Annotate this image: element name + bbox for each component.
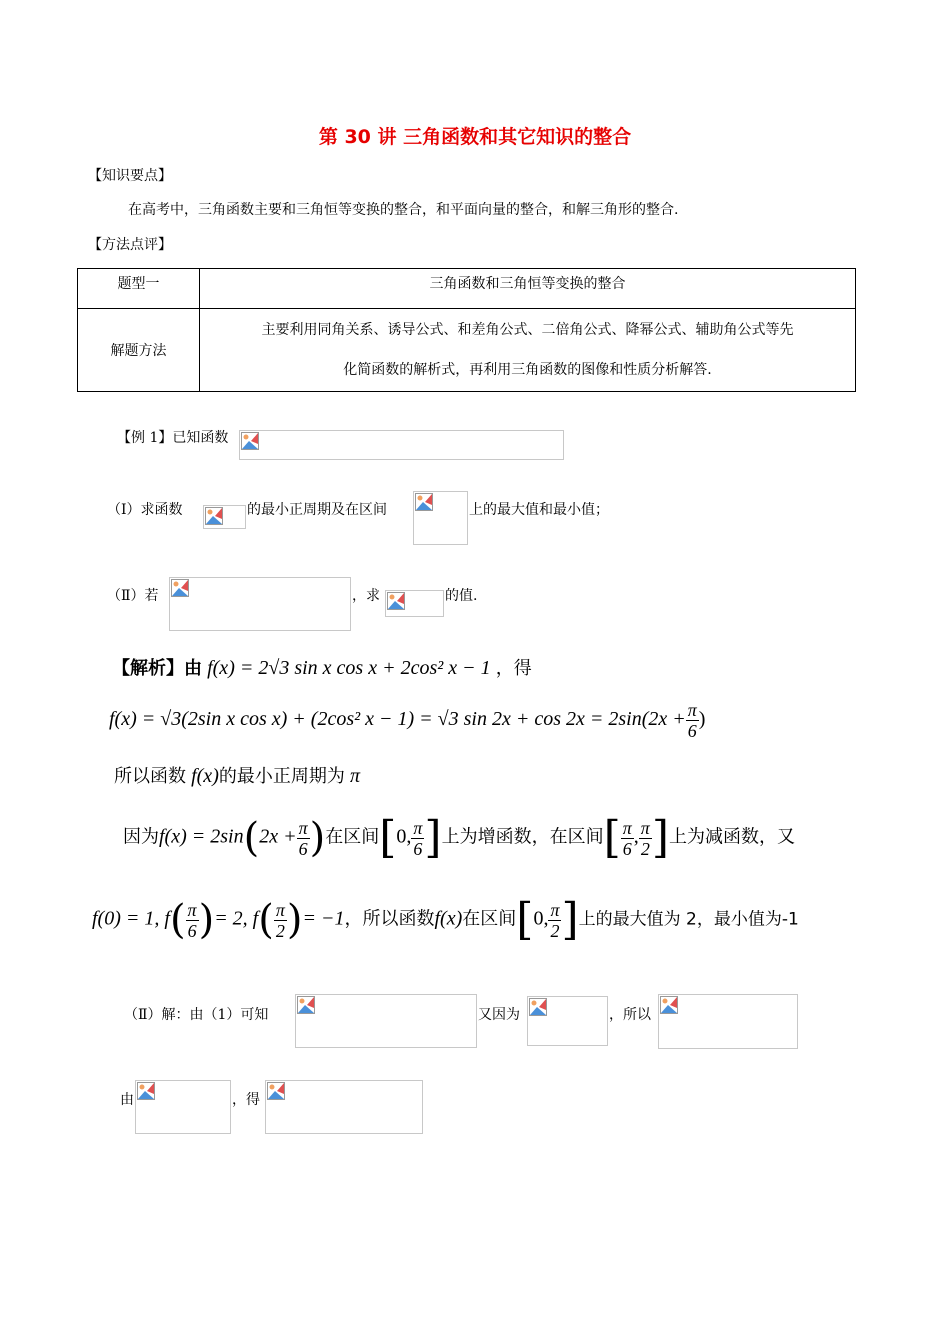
- formula-image: [239, 430, 564, 460]
- broken-image-icon: [660, 996, 678, 1014]
- pi-over-6: $\frac{\pi}{6}$: [413, 817, 423, 859]
- solution-label: 【解析】由: [112, 658, 202, 679]
- broken-image-icon: [267, 1082, 285, 1100]
- pi-over-2: $\frac{\pi}{2}$: [550, 899, 560, 941]
- pi-over-6: $\frac{\pi}{6}$: [622, 817, 632, 859]
- part1-prefix: （Ⅰ）求函数: [107, 502, 183, 518]
- pi-over-6: $\frac{\pi}{6}$: [298, 817, 308, 859]
- solution-line-5: f(0) = 1, f( $\frac{\pi}{6}$ )= 2, f( $\frac{\pi}{2}$ )= −1，所以函数f(x)在区间[0, $\frac{\pi}{2}$ ]上的最大值为 2，最小值为-1: [92, 894, 799, 945]
- pi-over-2: $\frac{\pi}{2}$: [640, 817, 650, 859]
- table-cell-type: 题型一: [78, 269, 200, 309]
- solution-line-4: 因为f(x) = 2sin(2x + $\frac{\pi}{6}$ )在区间[0, $\frac{\pi}{6}$ ]上为增函数，在区间[ $\frac{\pi}{6}$ , $\frac{\pi}{2}$ ]上为减函数，又: [123, 812, 795, 863]
- pi-over-6: $\frac{\pi}{6}$: [687, 700, 697, 741]
- solution-part2-you: 由: [120, 1092, 134, 1108]
- solution-line-1: [112, 654, 532, 680]
- solution-line-3: 所以函数 f(x)的最小正周期为 π: [114, 765, 360, 787]
- part1-suffix: 上的最大值和最小值；: [469, 502, 609, 518]
- method-line-1: 主要利用同角关系、诱导公式、和差角公式、二倍角公式、降幂公式、辅助角公式等先: [261, 322, 794, 338]
- part2-prefix: （Ⅱ）若: [107, 588, 159, 604]
- formula-image: [135, 1080, 231, 1134]
- broken-image-icon: [171, 579, 189, 597]
- section-method-heading: 【方法点评】: [88, 237, 172, 253]
- solution-line-2: f(x) = √3(2sin x cos x) + (2cos² x − 1) = √3 sin 2x + cos 2x = 2sin(2x + $\frac{\pi}{6}$ ): [109, 700, 706, 741]
- formula-image: [385, 590, 444, 617]
- equation-1-suffix: ，得: [495, 658, 532, 679]
- table-cell-method-body: [200, 309, 856, 392]
- example-label: 【例 1】已知函数: [117, 430, 229, 446]
- method-line-2: 化简函数的解析式，再利用三角函数的图像和性质分析解答.: [343, 362, 712, 378]
- section-knowledge-heading: 【知识要点】: [88, 168, 172, 184]
- solution-part2-comma: ，所以: [609, 1007, 651, 1023]
- page-title: 第 30 讲 三角函数和其它知识的整合: [318, 126, 632, 148]
- broken-image-icon: [297, 996, 315, 1014]
- formula-image: [413, 491, 468, 545]
- method-table: [77, 268, 856, 392]
- broken-image-icon: [137, 1082, 155, 1100]
- solution-part2-de: ，得: [232, 1092, 260, 1108]
- broken-image-icon: [205, 507, 223, 525]
- broken-image-icon: [387, 592, 405, 610]
- pi-over-2: $\frac{\pi}{2}$: [275, 899, 285, 941]
- part1-mid: 的最小正周期及在区间: [247, 502, 387, 518]
- table-cell-topic: 三角函数和三角恒等变换的整合: [200, 269, 856, 309]
- part2-mid: ，求: [352, 588, 380, 604]
- broken-image-icon: [529, 998, 547, 1016]
- solution-part2-prefix: （Ⅱ）解：由（1）可知: [124, 1007, 269, 1023]
- formula-image: [265, 1080, 423, 1134]
- formula-image: [203, 505, 246, 529]
- equation-1: f(x) = 2√3 sin x cos x + 2cos² x − 1: [207, 657, 491, 679]
- formula-image: [527, 996, 608, 1046]
- pi-over-6: $\frac{\pi}{6}$: [187, 899, 197, 941]
- part2-suffix: 的值.: [445, 588, 478, 604]
- knowledge-text: 在高考中，三角函数主要和三角恒等变换的整合，和平面向量的整合，和解三角形的整合.: [128, 202, 679, 218]
- formula-image: [295, 994, 477, 1048]
- equation-2: f(x) = √3(2sin x cos x) + (2cos² x − 1) = √3 sin 2x + cos 2x = 2sin(2x +: [109, 708, 686, 730]
- formula-image: [169, 577, 351, 631]
- table-cell-method-label: 解题方法: [78, 309, 200, 392]
- solution-part2-mid: 又因为: [478, 1007, 520, 1023]
- formula-image: [658, 994, 798, 1049]
- broken-image-icon: [415, 493, 433, 511]
- broken-image-icon: [241, 432, 259, 450]
